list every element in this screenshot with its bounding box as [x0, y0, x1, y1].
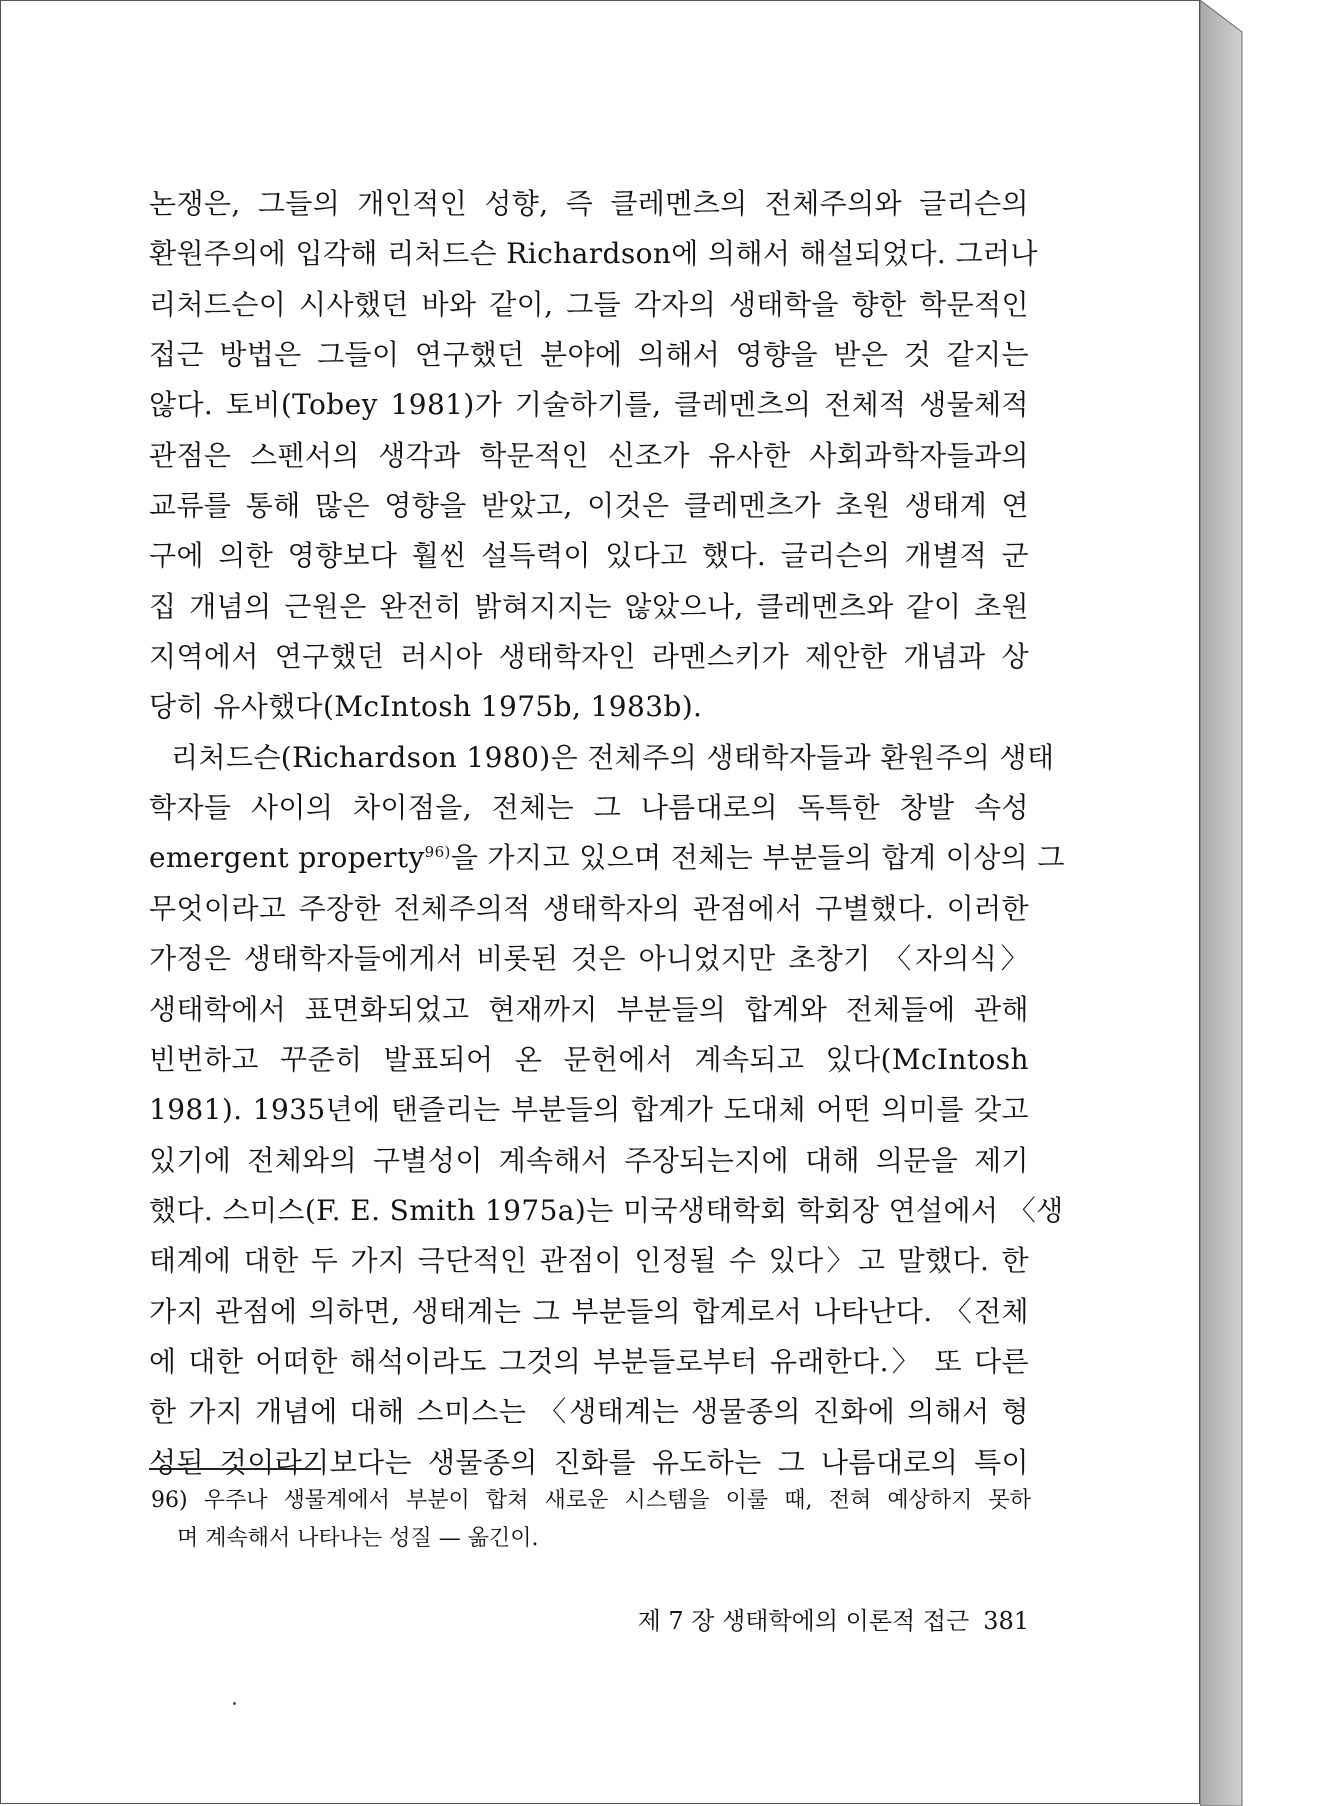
text-line: 환원주의에 입각해 리처드슨 Richardson에 의해서 해설되었다. 그러나: [149, 237, 1038, 271]
footnote-line: 96) 우주나 생물계에서 부분이 합쳐 새로운 시스템을 이룰 때, 전혀 예상하지 못하: [151, 1488, 1031, 1513]
book-spine: [1200, 0, 1246, 1806]
text-line-rest: 을 가지고 있으며 전체는 부분들의 합계 이상의 그: [450, 841, 1065, 875]
text-line: 리처드슨이 시사했던 바와 같이, 그들 각자의 생태학을 향한 학문적인: [149, 287, 1029, 321]
page-number: 381: [983, 1607, 1029, 1635]
text-line: 생태학에서 표면화되었고 현재까지 부분들의 합계와 전체들에 관해: [149, 992, 1029, 1026]
text-line: 당히 유사했다(McIntosh 1975b, 1983b).: [149, 690, 703, 724]
text-line: 리처드슨(Richardson 1980)은 전체주의 생태학자들과 환원주의 생태: [171, 740, 1055, 774]
text-line: 있기에 전체와의 구별성이 계속해서 주장되는지에 대해 의문을 제기: [149, 1143, 1029, 1177]
text-line: 태계에 대한 두 가지 극단적인 관점이 인정될 수 있다〉고 말했다. 한: [149, 1244, 1029, 1278]
scan-speck: [233, 1702, 236, 1705]
text-line: 관점은 스펜서의 생각과 학문적인 신조가 유사한 사회과학자들과의: [149, 438, 1029, 472]
paragraph-2: [149, 733, 1065, 1488]
text-line: 무엇이라고 주장한 전체주의적 생태학자의 관점에서 구별했다. 이러한: [149, 891, 1029, 925]
footnote-marker: 96): [424, 843, 451, 862]
text-line: 않다. 토비(Tobey 1981)가 기술하기를, 클레멘츠의 전체적 생물체적: [149, 388, 1029, 422]
text-line: 교류를 통해 많은 영향을 받았고, 이것은 클레멘츠가 초원 생태계 연: [149, 489, 1029, 523]
text-line: 성된 것이라기보다는 생물종의 진화를 유도하는 그 나름대로의 특이: [149, 1445, 1029, 1479]
footnote: [151, 1482, 1031, 1558]
text-line: 빈번하고 꾸준히 발표되어 온 문헌에서 계속되고 있다(McIntosh: [149, 1042, 1029, 1076]
text-line: 학자들 사이의 차이점을, 전체는 그 나름대로의 독특한 창발 속성: [149, 791, 1029, 825]
text-line: 에 대한 어떠한 해석이라도 그것의 부분들로부터 유래한다.〉 또 다른: [149, 1344, 1029, 1378]
text-line: 논쟁은, 그들의 개인적인 성향, 즉 클레멘츠의 전체주의와 글리슨의: [149, 187, 1029, 220]
text-line: 접근 방법은 그들이 연구했던 분야에 의해서 영향을 받은 것 같지는: [149, 338, 1029, 372]
paragraph-2-continued: [149, 884, 1064, 1488]
text-line: 집 개념의 근원은 완전히 밝혀지지는 않았으나, 클레멘츠와 같이 초원: [149, 589, 1029, 623]
text-line: 한 가지 개념에 대해 스미스는 〈생태계는 생물종의 진화에 의해서 형: [149, 1395, 1029, 1429]
chapter-title: 제 7 장 생태학에의 이론적 접근: [637, 1607, 970, 1635]
text-line: 구에 의한 영향보다 훨씬 설득력이 있다고 했다. 글리슨의 개별적 군: [149, 539, 1029, 573]
text-line: 가지 관점에 의하면, 생태계는 그 부분들의 합계로서 나타난다. 〈전체: [149, 1294, 1029, 1328]
page-footer: [621, 1601, 1029, 1636]
text-line: 1981). 1935년에 탠즐리는 부분들의 합계가 도대체 어떤 의미를 갖고: [149, 1093, 1029, 1127]
text-line: 했다. 스미스(F. E. Smith 1975a)는 미국생태학회 학회장 연설에서 〈생: [149, 1193, 1064, 1227]
footnote-divider: [149, 1468, 321, 1470]
text-line: 지역에서 연구했던 러시아 생태학자인 라멘스키가 제안한 개념과 상: [149, 640, 1029, 674]
text-line: [149, 833, 1065, 883]
term-emergent-property: emergent property: [149, 841, 425, 875]
footnote-line: 며 계속해서 나타나는 성질 — 옮긴이.: [177, 1526, 539, 1551]
paragraph-1: [149, 179, 1038, 733]
body-text: [149, 179, 1065, 1488]
text-line: 가정은 생태학자들에게서 비롯된 것은 아니었지만 초창기 〈자의식〉: [149, 942, 1029, 976]
